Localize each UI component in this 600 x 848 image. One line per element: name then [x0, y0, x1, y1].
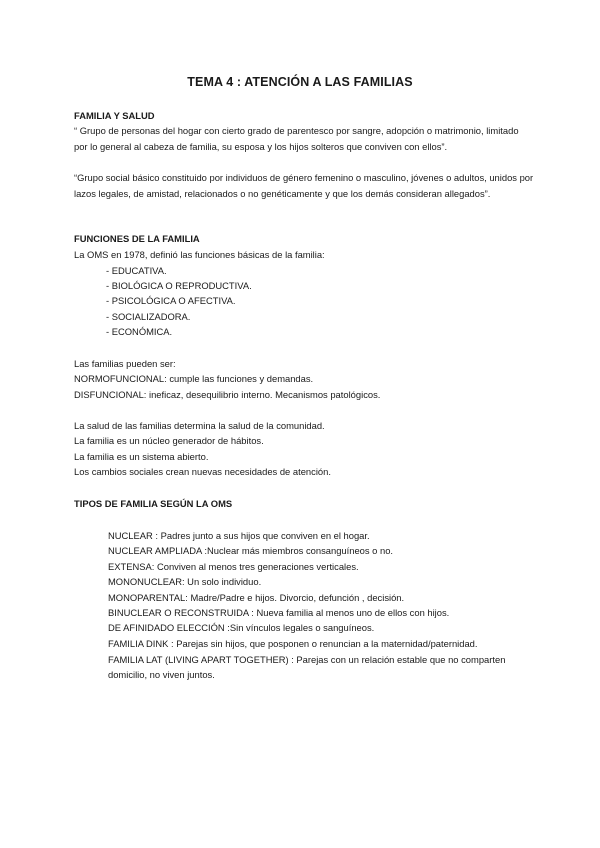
- definition-paragraph-2: “Grupo social básico constituido por individuos de género femenino o masculino, jóvenes o adultos, unidos por lazos legales, de amistad, relacionados o no genéticamente y que los demás consideran allegados”.: [74, 172, 534, 199]
- functions-intro: La OMS en 1978, definió las funciones básicas de la familia:: [74, 249, 325, 260]
- family-type-item: DE AFINIDADO ELECCIÓN :Sin vínculos legales o sanguíneos.: [108, 622, 375, 633]
- family-type-item: EXTENSA: Conviven al menos tres generaciones verticales.: [108, 561, 359, 572]
- page-title: TEMA 4 : ATENCIÓN A LAS FAMILIAS: [187, 75, 413, 89]
- statement-line: Los cambios sociales crean nuevas necesidades de atención.: [74, 466, 331, 477]
- family-type-item: FAMILIA LAT (LIVING APART TOGETHER) : Parejas con un relación estable que no comparten: [108, 654, 506, 665]
- family-kinds-intro: Las familias pueden ser:: [74, 358, 176, 369]
- normofuncional-line: NORMOFUNCIONAL: cumple las funciones y demandas.: [74, 373, 314, 384]
- function-item: - PSICOLÓGICA O AFECTIVA.: [106, 295, 236, 306]
- family-type-item: MONONUCLEAR: Un solo individuo.: [108, 576, 262, 587]
- definition-paragraph-1: “ Grupo de personas del hogar con cierto grado de parentesco por sangre, adopción o matrimonio, limitado por lo general al cabeza de familia, su esposa y los hijos solteros que conviven con ellos”.: [74, 125, 519, 152]
- section-heading-familia-y-salud: FAMILIA Y SALUD: [74, 110, 155, 121]
- function-item: - BIOLÓGICA O REPRODUCTIVA.: [106, 280, 252, 291]
- family-type-item: NUCLEAR AMPLIADA :Nuclear más miembros consanguíneos o no.: [108, 545, 394, 556]
- statement-line: La familia es un núcleo generador de hábitos.: [74, 435, 264, 446]
- function-item: - SOCIALIZADORA.: [106, 311, 191, 322]
- disfuncional-line: DISFUNCIONAL: ineficaz, desequilibrio interno. Mecanismos patológicos.: [74, 389, 381, 400]
- function-item: - EDUCATIVA.: [106, 265, 167, 276]
- family-type-item: BINUCLEAR O RECONSTRUIDA : Nueva familia al menos uno de ellos con hijos.: [108, 607, 450, 618]
- section-heading-funciones: FUNCIONES DE LA FAMILIA: [74, 233, 200, 244]
- family-type-item: FAMILIA DINK : Parejas sin hijos, que posponen o renuncian a la maternidad/paternidad.: [108, 638, 478, 649]
- family-type-item: MONOPARENTAL: Madre/Padre e hijos. Divorcio, defunción , decisión.: [108, 592, 405, 603]
- function-item: - ECONÓMICA.: [106, 326, 173, 337]
- family-type-item: NUCLEAR : Padres junto a sus hijos que conviven en el hogar.: [108, 530, 370, 541]
- statement-line: La salud de las familias determina la salud de la comunidad.: [74, 420, 325, 431]
- family-type-item-continuation: domicilio, no viven juntos.: [108, 669, 215, 680]
- statement-line: La familia es un sistema abierto.: [74, 451, 209, 462]
- section-heading-tipos-familia: TIPOS DE FAMILIA SEGÚN LA OMS: [74, 498, 233, 509]
